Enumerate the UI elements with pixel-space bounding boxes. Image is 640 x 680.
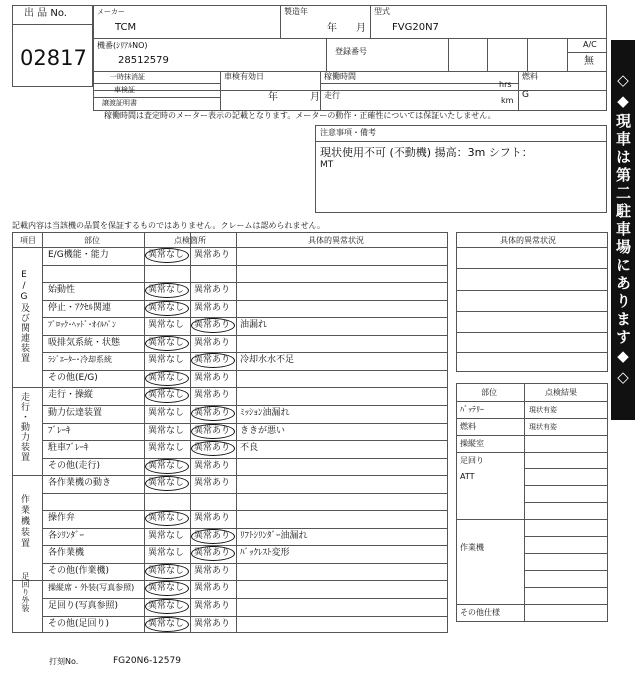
row-part: E/G機能・能力 (48, 250, 109, 260)
row-detail: 油漏れ (240, 320, 268, 331)
right-part-other-spec: その他仕様 (460, 608, 500, 617)
table-row (42, 598, 448, 616)
selected-status-circle (145, 336, 189, 351)
inspection-valid-label: 車検有効日 (224, 72, 264, 81)
table-row (42, 528, 448, 546)
row-detail: ﾐｯｼｮﾝ油漏れ (240, 407, 290, 418)
selected-status-circle (191, 318, 235, 333)
group-label-engine: E/G及び関連装置 (19, 270, 29, 363)
status-ok[interactable]: 異常なし (148, 250, 185, 260)
status-ok[interactable]: 異常なし (148, 407, 185, 418)
quality-disclaimer: 記載内容は当該機の品質を保証するものではありません。クレームは認められません。 (12, 221, 325, 230)
row-part: ﾌﾞﾛｯｸ･ﾍｯﾄﾞ･ｵｲﾙﾊﾟﾝ (48, 320, 116, 330)
selected-status-circle (145, 599, 189, 614)
right-part-header: 部位 (481, 388, 497, 397)
status-ok[interactable]: 異常なし (148, 425, 185, 436)
status-ok[interactable]: 異常なし (148, 478, 185, 489)
selected-status-circle (145, 476, 189, 491)
table-row (42, 282, 448, 300)
transfer-certificate-label: 譲渡証明書 (102, 99, 137, 107)
status-ok[interactable]: 異常なし (148, 530, 185, 541)
status-ng[interactable]: 異常あり (194, 425, 231, 436)
stamp-number-value: FG20N6-12579 (113, 656, 181, 666)
status-ok[interactable]: 異常なし (148, 548, 185, 559)
right-detail-header: 具体的異常状況 (500, 236, 556, 245)
row-part: 操縦席・外装(写真参照) (48, 583, 135, 593)
table-row (42, 405, 448, 423)
status-ok[interactable]: 異常なし (148, 337, 185, 348)
right-result-header: 点検結果 (545, 388, 577, 397)
selected-status-circle (191, 353, 235, 368)
status-ok[interactable]: 異常なし (148, 285, 185, 296)
operating-hours-label: 稼働時間 (324, 72, 356, 81)
status-ok[interactable]: 異常なし (148, 390, 185, 401)
status-ok[interactable]: 異常なし (148, 355, 185, 366)
header-table (93, 5, 607, 111)
status-ok[interactable]: 異常なし (148, 618, 185, 629)
temporary-deregistration-label: 一時抹消証 (110, 73, 145, 81)
table-row (42, 317, 448, 335)
status-ok[interactable]: 異常なし (148, 443, 185, 454)
selected-status-circle (145, 248, 189, 263)
right-result-fuel: 現状有姿 (529, 423, 557, 431)
ac-label: A/C (583, 40, 597, 49)
status-ng[interactable]: 異常あり (194, 460, 231, 471)
row-part: その他(走行) (48, 460, 101, 471)
mileage-label: 走行 (324, 91, 340, 100)
selected-status-circle (145, 301, 189, 316)
status-ok[interactable]: 異常なし (148, 460, 185, 471)
group-label-undercarriage: 足回り外装 (21, 572, 30, 612)
right-part-att: ATT (460, 472, 475, 481)
row-detail: ﾊﾞｯｸﾚｽﾄ変形 (240, 548, 290, 559)
status-ng[interactable]: 異常あり (194, 583, 231, 594)
table-row (42, 580, 448, 598)
maker-value: TCM (115, 22, 137, 33)
right-part-cab: 操縦室 (460, 439, 484, 448)
row-part: 足回り(写真参照) (48, 601, 119, 611)
table-row (42, 563, 448, 581)
row-part: 操作弁 (48, 513, 76, 524)
table-row (42, 300, 448, 318)
status-ng[interactable]: 異常あり (194, 285, 231, 296)
row-part: 各作業機 (48, 548, 85, 559)
month-unit: 月 (356, 23, 366, 34)
selected-status-circle (191, 406, 235, 421)
row-detail: 冷却水水不足 (240, 355, 295, 366)
status-ng[interactable]: 異常あり (194, 372, 231, 383)
status-ng[interactable]: 異常あり (194, 601, 231, 611)
row-part: ﾌﾞﾚｰｷ (48, 425, 71, 436)
status-ng[interactable]: 異常あり (194, 443, 231, 454)
status-ok[interactable]: 異常なし (148, 583, 185, 594)
fuel-value: G (522, 90, 529, 100)
notes-line-2: MT (320, 160, 334, 170)
selected-status-circle (145, 617, 189, 632)
table-row (42, 475, 448, 493)
table-row (42, 616, 448, 634)
model-value: FVG20N7 (392, 22, 439, 33)
header-part: 部位 (84, 236, 100, 245)
row-detail: ﾘﾌﾄｼﾘﾝﾀﾞｰ油漏れ (240, 530, 308, 541)
row-detail: 不良 (240, 443, 259, 454)
right-detail-box (456, 232, 608, 372)
status-ng[interactable]: 異常あり (194, 548, 231, 559)
selected-status-circle (191, 441, 235, 456)
table-row (42, 545, 448, 563)
group-label-drive: 走行・動力装置 (19, 392, 29, 462)
row-part: 動力伝達装置 (48, 407, 103, 418)
header-check: 点検箇所 (174, 236, 206, 245)
model-label: 型式 (374, 7, 390, 16)
group-label-work: 作業機装置 (19, 494, 29, 549)
row-part: 始動性 (48, 285, 76, 296)
row-part: その他(E/G) (48, 372, 98, 383)
notes-line-1: 現状使用不可 (不動機) 揚高：3m シフト： (320, 146, 533, 159)
serial-label: 機番(ｼﾘｱﾙNO) (97, 41, 148, 50)
status-ng[interactable]: 異常あり (194, 320, 231, 331)
table-row (42, 423, 448, 441)
status-ng[interactable]: 異常あり (194, 407, 231, 418)
notes-label: 注意事項・備考 (320, 128, 376, 137)
status-ng[interactable]: 異常あり (194, 513, 231, 524)
row-part: 吸排気系統・状態 (48, 337, 121, 348)
year-label: 製造年 (284, 7, 308, 16)
notes-box (315, 125, 607, 213)
hours-disclaimer: 稼働時間は査定時のメーター表示の記載となります。メーターの動作・正確性については保証いたしません。 (104, 111, 496, 120)
hours-unit: hrs (499, 80, 512, 89)
right-part-battery: ﾊﾞｯﾃﾘｰ (460, 405, 484, 414)
inspection-year-unit: 年 (268, 92, 278, 103)
selected-status-circle (145, 459, 189, 474)
status-ng[interactable]: 異常あり (194, 302, 231, 313)
right-result-battery: 現状有姿 (529, 406, 557, 414)
status-ok[interactable]: 異常なし (148, 513, 185, 524)
right-part-undercarriage: 足回り (460, 456, 484, 465)
table-row (42, 440, 448, 458)
row-part: その他(作業機) (48, 565, 110, 576)
row-part: 走行・操縦 (48, 390, 94, 401)
status-ng[interactable]: 異常あり (194, 355, 231, 366)
serial-value: 28512579 (118, 55, 169, 66)
status-ok[interactable]: 異常なし (148, 372, 185, 383)
item-number: 02817 (20, 46, 87, 70)
table-row (42, 352, 448, 370)
selected-status-circle (191, 546, 235, 561)
table-row (42, 458, 448, 476)
status-ng[interactable]: 異常あり (194, 390, 231, 401)
header-item: 項目 (20, 236, 36, 245)
stamp-number-label: 打刻No. (49, 657, 79, 666)
row-part: ﾗｼﾞｴｰﾀｰ･冷却系統 (48, 355, 112, 365)
item-number-label: 出 品 No. (24, 8, 67, 19)
status-ng[interactable]: 異常あり (194, 565, 231, 576)
registration-label: 登録番号 (335, 47, 367, 56)
status-ok[interactable]: 異常なし (148, 302, 185, 313)
fuel-label: 燃料 (522, 72, 538, 81)
selected-status-circle (145, 388, 189, 403)
km-unit: km (501, 96, 514, 105)
table-row (42, 265, 448, 283)
status-ok[interactable]: 異常なし (148, 320, 185, 331)
selected-status-circle (191, 529, 235, 544)
status-ng[interactable]: 異常あり (194, 618, 231, 629)
ac-value: 無 (584, 56, 594, 67)
status-ng[interactable]: 異常あり (194, 337, 231, 348)
table-row (42, 335, 448, 353)
table-row (42, 510, 448, 528)
table-row (42, 387, 448, 405)
selected-status-circle (145, 581, 189, 596)
table-row (42, 247, 448, 265)
vehicle-inspection-label: 車検証 (114, 86, 135, 94)
selected-status-circle (145, 564, 189, 579)
table-row (42, 493, 448, 511)
selected-status-circle (191, 424, 235, 439)
right-part-fuel: 燃料 (460, 422, 476, 431)
status-ng[interactable]: 異常あり (194, 250, 231, 260)
selected-status-circle (145, 371, 189, 386)
status-ng[interactable]: 異常あり (194, 478, 231, 489)
right-part-work: 作業機 (460, 543, 484, 552)
row-part: 各ｼﾘﾝﾀﾞｰ (48, 530, 85, 541)
year-unit: 年 (327, 23, 337, 34)
status-ok[interactable]: 異常なし (148, 601, 185, 611)
table-row (42, 370, 448, 388)
row-detail: ききが悪い (240, 425, 286, 436)
row-part: 各作業機の動き (48, 478, 112, 489)
selected-status-circle (145, 283, 189, 298)
inspection-month-unit: 月 (310, 92, 320, 103)
selected-status-circle (145, 511, 189, 526)
maker-label: メーカー (97, 8, 125, 16)
row-part: 駐車ﾌﾞﾚｰｷ (48, 443, 89, 454)
header-detail: 具体的異常状況 (308, 236, 364, 245)
row-part: その他(足回り) (48, 618, 110, 629)
status-ok[interactable]: 異常なし (148, 565, 185, 576)
status-ng[interactable]: 異常あり (194, 530, 231, 541)
row-part: 停止・ｱｸｾﾙ関連 (48, 302, 112, 313)
side-banner: ◇◆現車は第二駐車場にあります◆◇ (611, 40, 635, 420)
